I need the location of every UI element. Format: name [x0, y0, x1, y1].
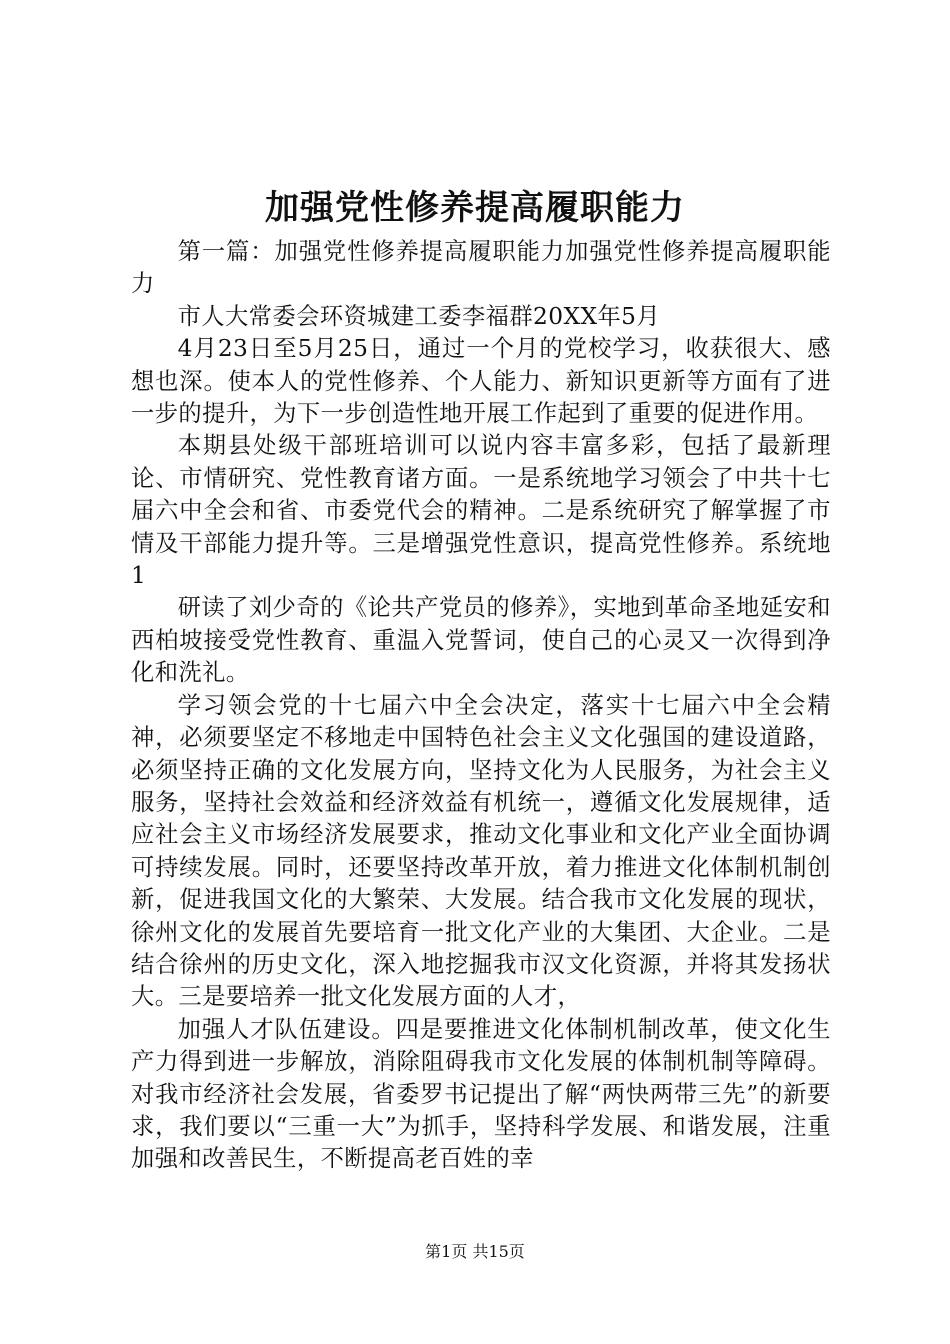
paragraph-author-line: 市人大常委会环资城建工委李福群20XX年5月: [177, 302, 661, 330]
paragraph-heading: 第一篇：加强党性修养提高履职能力加强党性修养提高履职能力: [131, 238, 831, 298]
document-body: [131, 236, 831, 1176]
document-title: 加强党性修养提高履职能力: [265, 188, 685, 228]
paragraph-party-education: 研读了刘少奇的《论共产党员的修养》，实地到革命圣地延安和西柏坡接受党性教育、重温入党誓词，使自己的心灵又一次得到净化和洗礼。: [131, 594, 831, 687]
paragraph-study-period: 4月23日至5月25日，通过一个月的党校学习，收获很大、感想也深。使本人的党性修养、个人能力、新知识更新等方面有了进一步的提升，为下一步创造性地开展工作起到了重要的促进作用。: [131, 335, 831, 428]
paragraph-culture-development: 学习领会党的十七届六中全会决定，落实十七届六中全会精神，必须要坚定不移地走中国特色社会主义文化强国的建设道路，必须坚持正确的文化发展方向，坚持文化为人民服务，为社会主义服务，坚持社会效益和经济效益有机统一，遵循文化发展规律，适应社会主义市场经济发展要求，推动文化事业和文化产业全面协调可持续发展。同时，还要坚持改革开放，着力推进文化体制机制创新，促进我国文化的大繁荣、大发展。结合我市文化发展的现状，徐州文化的发展首先要培育一批文化产业的大集团、大企业。二是结合徐州的历史文化，深入地挖掘我市汉文化资源，并将其发扬状大。三是要培养一批文化发展方面的人才，: [131, 691, 831, 1011]
paragraph-training-content: 本期县处级干部班培训可以说内容丰富多彩，包括了最新理论、市情研究、党性教育诸方面。一是系统地学习领会了中共十七届六中全会和省、市委党代会的精神。二是系统研究了解掌握了市情及干部能力提升等。三是增强党性意识，提高党性修养。系统地1: [131, 432, 831, 590]
paragraph-talent-building: 加强人才队伍建设。四是要推进文化体制机制改革，使文化生产力得到进一步解放，消除阻碍我市文化发展的体制机制等障碍。对我市经济社会发展，省委罗书记提出了解“两快两带三先”的新要求，我们要以“三重一大”为抓手，坚持科学发展、和谐发展，注重加强和改善民生，不断提高老百姓的幸: [131, 1015, 831, 1173]
page-number-footer: 第1页 共15页: [425, 1242, 525, 1261]
